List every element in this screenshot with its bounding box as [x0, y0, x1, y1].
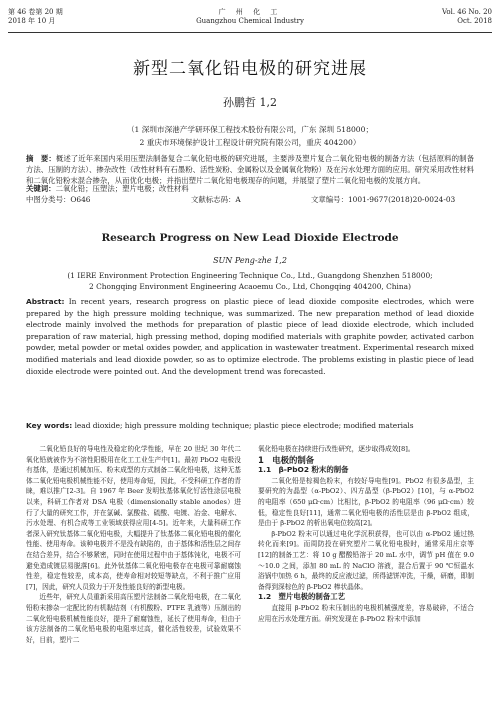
affiliation-en-2: 2 Chongqing Environment Engineering Acaoemu Co., Ltd, Chongqing 404200, China) — [89, 282, 411, 291]
affiliation-cn-2: 2 重庆市环境保护设计工程设计研究院有限公司，重庆 404200） — [139, 138, 361, 147]
header-center — [8, 8, 492, 26]
header-rule — [8, 32, 492, 33]
doc-code: 文献标志码：A — [191, 195, 241, 204]
body-paragraph: β-PbO2 粉末可以通过电化学沉积获得，也可以由 α-PbO2 通过热转化而来[9]。而周防投在研究塑片二氧化铅电极时，通常采用庄京等[12]的制备工艺：将 10 g 醋酸铅溶于 20 mL 水中，调节 pH 值在 9.0～10.0 之间，添加 80 mL 的 NaClO 溶液，混合后置于 90 ℃恒温水浴锅中加热 6 h，最终的反应液过滤，所得滤饼冲洗，干燥，研磨，即制备得到深棕色的 β-PbO2 棒状晶体。 — [258, 529, 474, 591]
paper-title-en: Research Progress on New Lead Dioxide Electrode — [101, 232, 399, 244]
abstract-en-text: In recent years, research progress on plastic piece of lead dioxide composite electrodes, which were prepared by the high pressure molding technique, was summarized. The new preparation method of lead dioxide electrode mainly involved the methods for preparation of plastic piece of lead dioxide electrode, which included preparation of raw material, high pressing method, doping modified materials with graphite powder, activated carbon powder, metal powder or metal oxides powder, and application in wastewater treatment. Experimental research mixed modified materials and lead dioxide powder, so as to optimize electrode. The problems existing in plastic piece of lead dioxide electrode were pointed out. And the development trend was forecasted. — [26, 297, 474, 376]
journal-cn: 广 州 化 工 — [218, 8, 282, 16]
affiliation-cn-1: （1 深圳市深港产学研环保工程技术股份有限公司，广东 深圳 518000； — [126, 125, 374, 134]
clc-number: 中图分类号：O646 — [26, 195, 91, 204]
journal-en: Guangzhou Chemical Industry — [196, 17, 304, 25]
author-cn: 孙鹏哲 1,2 — [223, 96, 277, 109]
subsection-heading: 1.1 β-PbO2 粉末的制备 — [258, 465, 349, 475]
body-paragraph: 二氧化铅是棕褐色粉末，有较好导电性[9]。PbO2 有很多晶型，主要研究的为晶型（α-PbO2）、四方晶型（β-PbO2）[10]，与 α-PbO2 的电阻率（650 μΩ·cm）比相比，β-PbO2 的电阻率（96 μΩ·cm）较低，稳定性良好[11]，通常二氧化铅电极的活性层是由 β-PbO2 组成，是由于 β-PbO2 的析出氧电位较高[2]。 — [258, 476, 474, 528]
keywords-en — [26, 421, 474, 430]
abstract-en-label: Abstract: — [26, 297, 65, 306]
abstract-cn — [26, 153, 474, 186]
body-paragraph: 直接用 β-PbO2 粉末压制出的电极机械强度差，容易破碎，不适合应用在污水处理方面。研究发现在 β-PbO2 粉末中添加 — [258, 603, 474, 623]
running-header — [8, 8, 492, 34]
section-heading: 1 电极的制备 — [258, 454, 315, 465]
volume-en: Vol. 46 No. 20 — [441, 8, 492, 16]
paper-title-cn: 新型二氧化铅电极的研究进展 — [133, 59, 367, 79]
date-en: Oct. 2018 — [457, 17, 492, 25]
volume-cn: 第 46 卷第 20 期 — [8, 8, 63, 16]
author-en: SUN Peng-zhe 1,2 — [213, 256, 287, 265]
keywords-en-label: Key words: — [26, 421, 73, 430]
keywords-cn-text: 二氧化铅；压塑法；塑片电极；改性材料 — [55, 184, 189, 193]
affiliation-en-1: (1 IERE Environment Protection Engineering Technique Co., Ltd., Guangdong Shenzhen 518000; — [67, 271, 433, 280]
body-right-column — [258, 444, 474, 624]
body-left-column — [26, 444, 241, 645]
article-number: 文章编号：1001-9677(2018)20-0024-03 — [311, 195, 456, 204]
body-paragraph: 近些年，研究人员重新采用高压塑片法制备二氧化铅电极，在二氧化铅粉末掺杂一定配比的有机黏结剂（有机酸粉、PTFE 乳液等）压制出的二氧化铅电极机械性能良好，提升了耐腐蚀性，延长了使用寿命，但由于该方法制备的二氧化铅电极的电阻率过高，催化活性较差，试验效果不好，目前，塑片二 — [26, 593, 241, 644]
subsection-heading: 1.2 塑片电极的制备工艺 — [258, 592, 345, 602]
keywords-en-text: lead dioxide; high pressure molding technique; plastic piece electrode; modified materials — [74, 421, 414, 430]
date-cn: 2018 年 10 月 — [8, 17, 56, 25]
keywords-cn-label: 关键词： — [26, 184, 56, 193]
abstract-cn-label: 摘 要： — [26, 154, 56, 163]
body-paragraph: 二氧化铅良好的导电性及稳定的化学性能，早在 20 世纪 30 年代二氧化铅就被作为不溶性阳极用在化工工业生产中[1]。最初 PbO2 电极没有基体，是通过机械加压、粉末成型的方式制备二氧化铅电极，这种无基体二氧化铅电极机械性能不好，使用寿命短，因此，不受科研工作者的青睐，难以推广[2-3]。自 1967 年 Beer 发明钛基体氧化钌活性涂层电极以来，科研工作者对 DSA 电极（dimensionally stable anodes）进行了大量的研究工作，并在氯碱、氯酸盐、硫酸、电镀、冶金、电解水、污水处理、有机合成等工业领域获得应用[4-5]。近年来，大量科研工作者深入研究钛基体二氧化铅电极，大幅提升了钛基体二氧化铅电极的催化性能、使用寿命。该种电极并不是没有缺陷的，由于基体和活性层之间存在结合差异，结合不够紧密，同时在使用过程中由于基体钝化，电极不可避免造成镀层易脱落[6]。此外钛基体二氧化铅电极存在电极可靠耐腐蚀性差，稳定性较差，成本高，使寿命相对较短等缺点，不利于推广应用[7]，因此，研究人员致力于开发性能良好的新型电极。 — [26, 445, 241, 591]
keywords-cn — [26, 183, 474, 194]
body-paragraph: 氧化铅电极在持续进行改性研究，逐步取得成效[8]。 — [258, 445, 415, 453]
abstract-cn-text: 概述了近年来国内采用压塑法制备复合二氧化铅电极的研究进展，主要涉及塑片复合二氧化铅电极的制备方法（包括原料的制备方法、压制的方法）、掺杂改性（改性材料有石墨粉、活性炭粉、金属粉以及金属氧化物粉）及在污水处理方面的应用。研究采用改性材料和二氧化铅粉末混合掺杂，从而优化电极；并指出塑片二氧化铅电极现存的问题，并展望了塑片二氧化铅电极的发展方向。 — [26, 154, 474, 185]
header-right — [442, 8, 492, 26]
abstract-en — [26, 296, 474, 377]
